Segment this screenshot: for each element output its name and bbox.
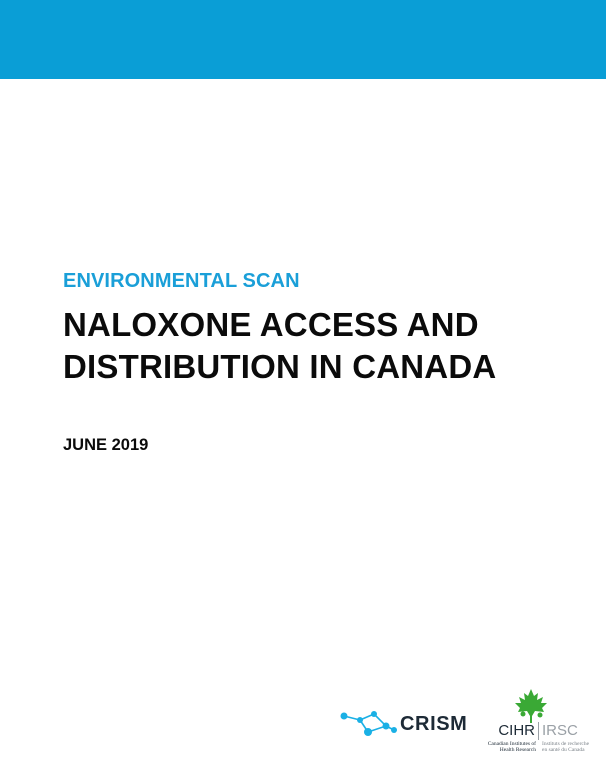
report-title: [63, 304, 583, 388]
cihr-logo: [483, 688, 593, 754]
cihr-name-en: [483, 741, 539, 753]
header-band: [0, 0, 606, 79]
crism-logo: [338, 710, 467, 738]
irsc-name-fr: [539, 741, 589, 753]
cihr-acronyms: [483, 722, 578, 740]
maple-leaf-icon: [511, 688, 551, 724]
cihr-acronym-en: CIHR: [483, 722, 539, 740]
publication-date: JUNE 2019: [63, 436, 149, 454]
irsc-name-fr-line-1: Instituts de recherche: [542, 741, 590, 747]
irsc-name-fr-line-2: en santé du Canada: [542, 747, 585, 753]
report-title-line-1: NALOXONE ACCESS AND: [63, 306, 479, 343]
cihr-full-names: [483, 741, 589, 753]
report-type-label: ENVIRONMENTAL SCAN: [63, 270, 300, 292]
cihr-name-en-line-2: Health Research: [499, 747, 536, 753]
crism-network-icon: [338, 710, 398, 738]
cihr-name-en-line-1: Canadian Institutes of: [487, 741, 536, 747]
report-title-line-2: DISTRIBUTION IN CANADA: [63, 348, 497, 385]
irsc-acronym-fr: IRSC: [542, 722, 578, 739]
cover-title-block: [63, 268, 583, 388]
crism-wordmark: CRISM: [400, 712, 468, 735]
